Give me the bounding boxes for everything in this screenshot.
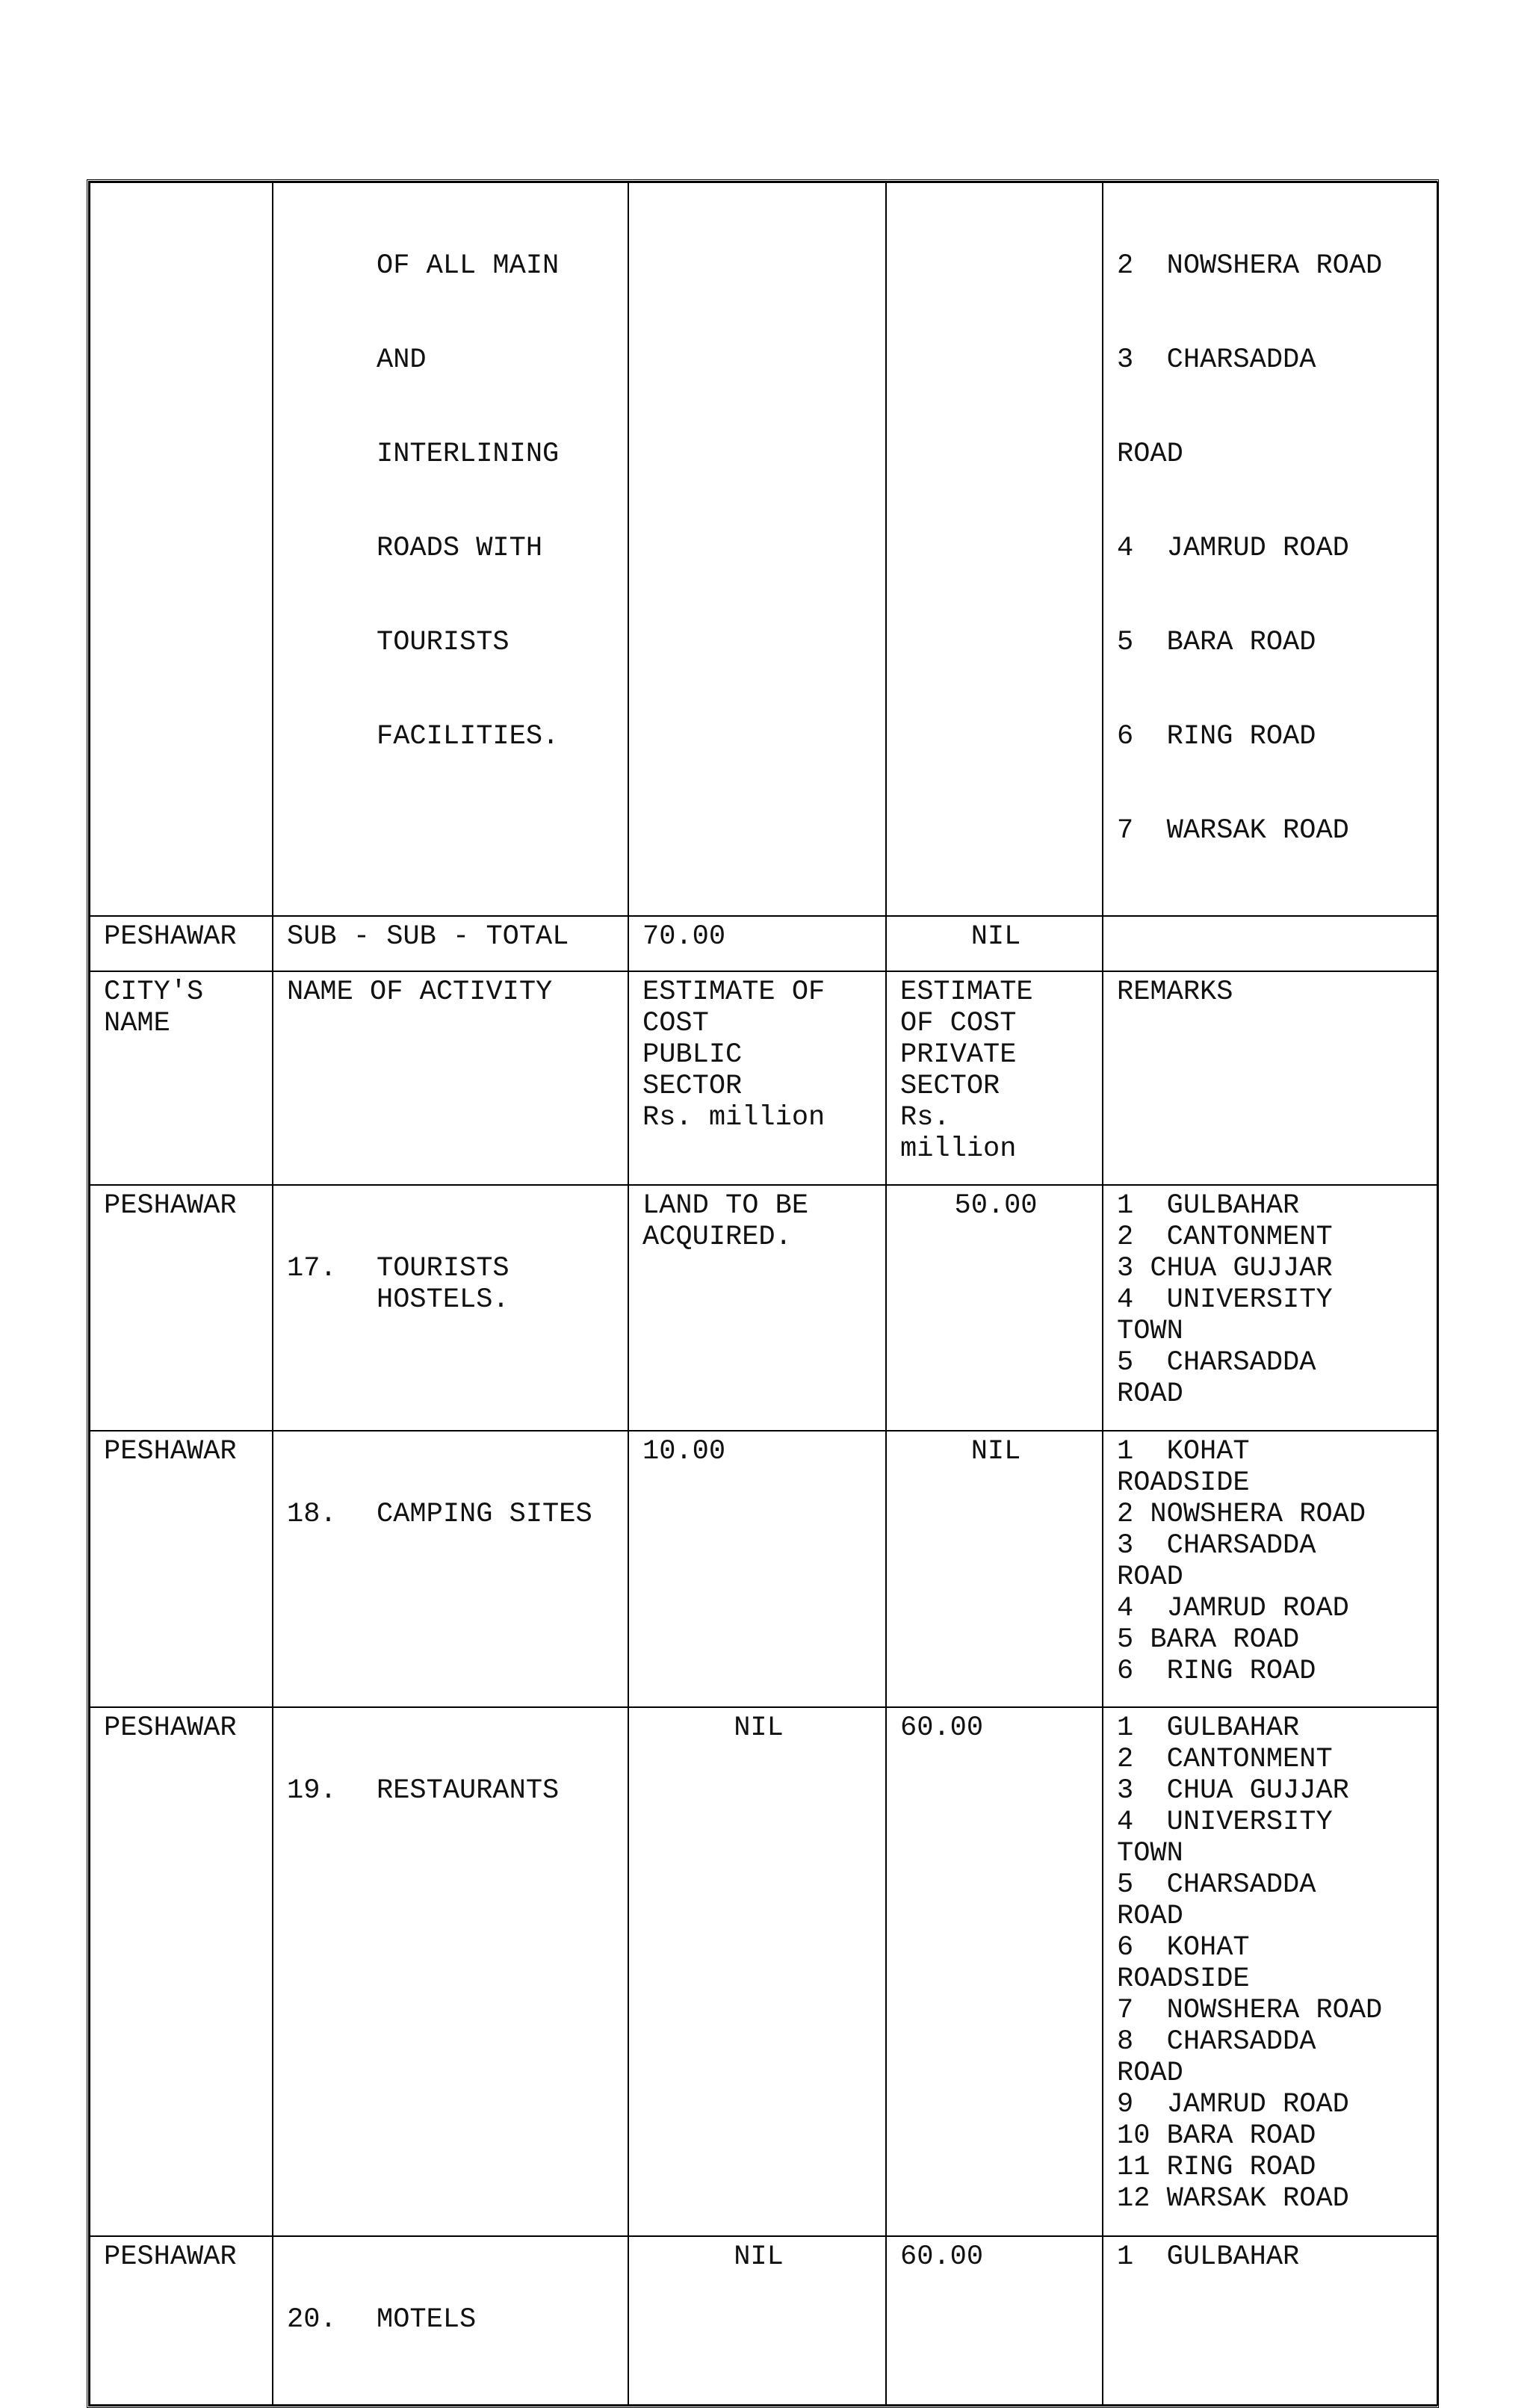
cell-city: PESHAWAR [90,1185,273,1431]
activity-number: 19. [287,1775,337,1807]
remark-line: 5 BARA ROAD [1117,627,1316,658]
header-activity: NAME OF ACTIVITY [273,971,628,1185]
activity-number: 17. [287,1253,337,1284]
header-city: CITY'S NAME [90,971,273,1185]
activity-line: ROADS WITH [377,533,543,564]
remark-line: 2 NOWSHERA ROAD [1117,250,1383,282]
remark-line: 3 CHARSADDA [1117,344,1316,376]
cell-public-cost: 10.00 [628,1431,886,1707]
cell-public-cost: NIL [628,2236,886,2405]
table-frame [87,179,1439,2408]
cell-city-empty [90,182,273,916]
table-header-row [90,971,1437,1185]
remark-line: 6 RING ROAD [1117,721,1316,752]
activity-name: RESTAURANTS [377,1775,560,1807]
remark-line: ROAD [1117,439,1183,470]
header-public-cost: ESTIMATE OF COST PUBLIC SECTOR Rs. million [628,971,886,1185]
table-row-subtotal [90,916,1437,971]
activity-line: INTERLINING [377,439,560,470]
cell-remarks: 1 GULBAHAR 2 CANTONMENT 3 CHUA GUJJAR 4 UNIVERSITY TOWN 5 CHARSADDA ROAD [1103,1185,1437,1431]
cell-activity: SUB - SUB - TOTAL [273,916,628,971]
activity-line: AND [377,344,427,376]
cell-activity [273,1185,628,1431]
cell-private-cost: 60.00 [886,2236,1103,2405]
header-private-cost: ESTIMATE OF COST PRIVATE SECTOR Rs. million [886,971,1103,1185]
cell-city: PESHAWAR [90,1707,273,2236]
cell-private-empty [886,182,1103,916]
cell-activity [273,1707,628,2236]
activity-name: MOTELS [377,2304,477,2336]
remark-line: 7 WARSAK ROAD [1117,815,1349,846]
cell-remarks: 1 GULBAHAR 2 CANTONMENT 3 CHUA GUJJAR 4 UNIVERSITY TOWN 5 CHARSADDA ROAD 6 KOHAT ROADSIDE 7 NOWSHERA ROAD 8 CHARSADDA ROAD 9 JAMRUD ROAD 10 BARA ROAD 11 RING ROAD 12 WARSAK ROAD [1103,1707,1437,2236]
table-row [90,1185,1437,1431]
activity-cost-table [89,182,1438,2406]
cell-city: PESHAWAR [90,1431,273,1707]
header-remarks: REMARKS [1103,971,1437,1185]
cell-public-empty [628,182,886,916]
remark-line: 4 JAMRUD ROAD [1117,533,1349,564]
cell-activity [273,2236,628,2405]
cell-private-cost: NIL [886,1431,1103,1707]
table-row [90,1431,1437,1707]
activity-number: 20. [287,2304,337,2336]
activity-number: 18. [287,1499,337,1530]
activity-line: TOURISTS [377,627,510,658]
cell-remarks-continuation [1103,182,1437,916]
activity-name: CAMPING SITES [377,1499,592,1530]
cell-private-cost: 50.00 [886,1185,1103,1431]
activity-line: FACILITIES. [377,721,560,752]
cell-city: PESHAWAR [90,2236,273,2405]
cell-private-cost: NIL [886,916,1103,971]
cell-remarks: 1 KOHAT ROADSIDE 2 NOWSHERA ROAD 3 CHARSADDA ROAD 4 JAMRUD ROAD 5 BARA ROAD 6 RING ROAD [1103,1431,1437,1707]
activity-name: TOURISTS HOSTELS. [377,1253,510,1316]
table-row-continuation [90,182,1437,916]
cell-activity-continuation [273,182,628,916]
cell-public-cost: LAND TO BE ACQUIRED. [628,1185,886,1431]
cell-private-cost: 60.00 [886,1707,1103,2236]
activity-line: OF ALL MAIN [377,250,560,282]
cell-remarks: 1 GULBAHAR [1103,2236,1437,2405]
table-row [90,1707,1437,2236]
table-row [90,2236,1437,2405]
cell-public-cost: 70.00 [628,916,886,971]
cell-remarks [1103,916,1437,971]
cell-public-cost: NIL [628,1707,886,2236]
cell-activity [273,1431,628,1707]
cell-city: PESHAWAR [90,916,273,971]
